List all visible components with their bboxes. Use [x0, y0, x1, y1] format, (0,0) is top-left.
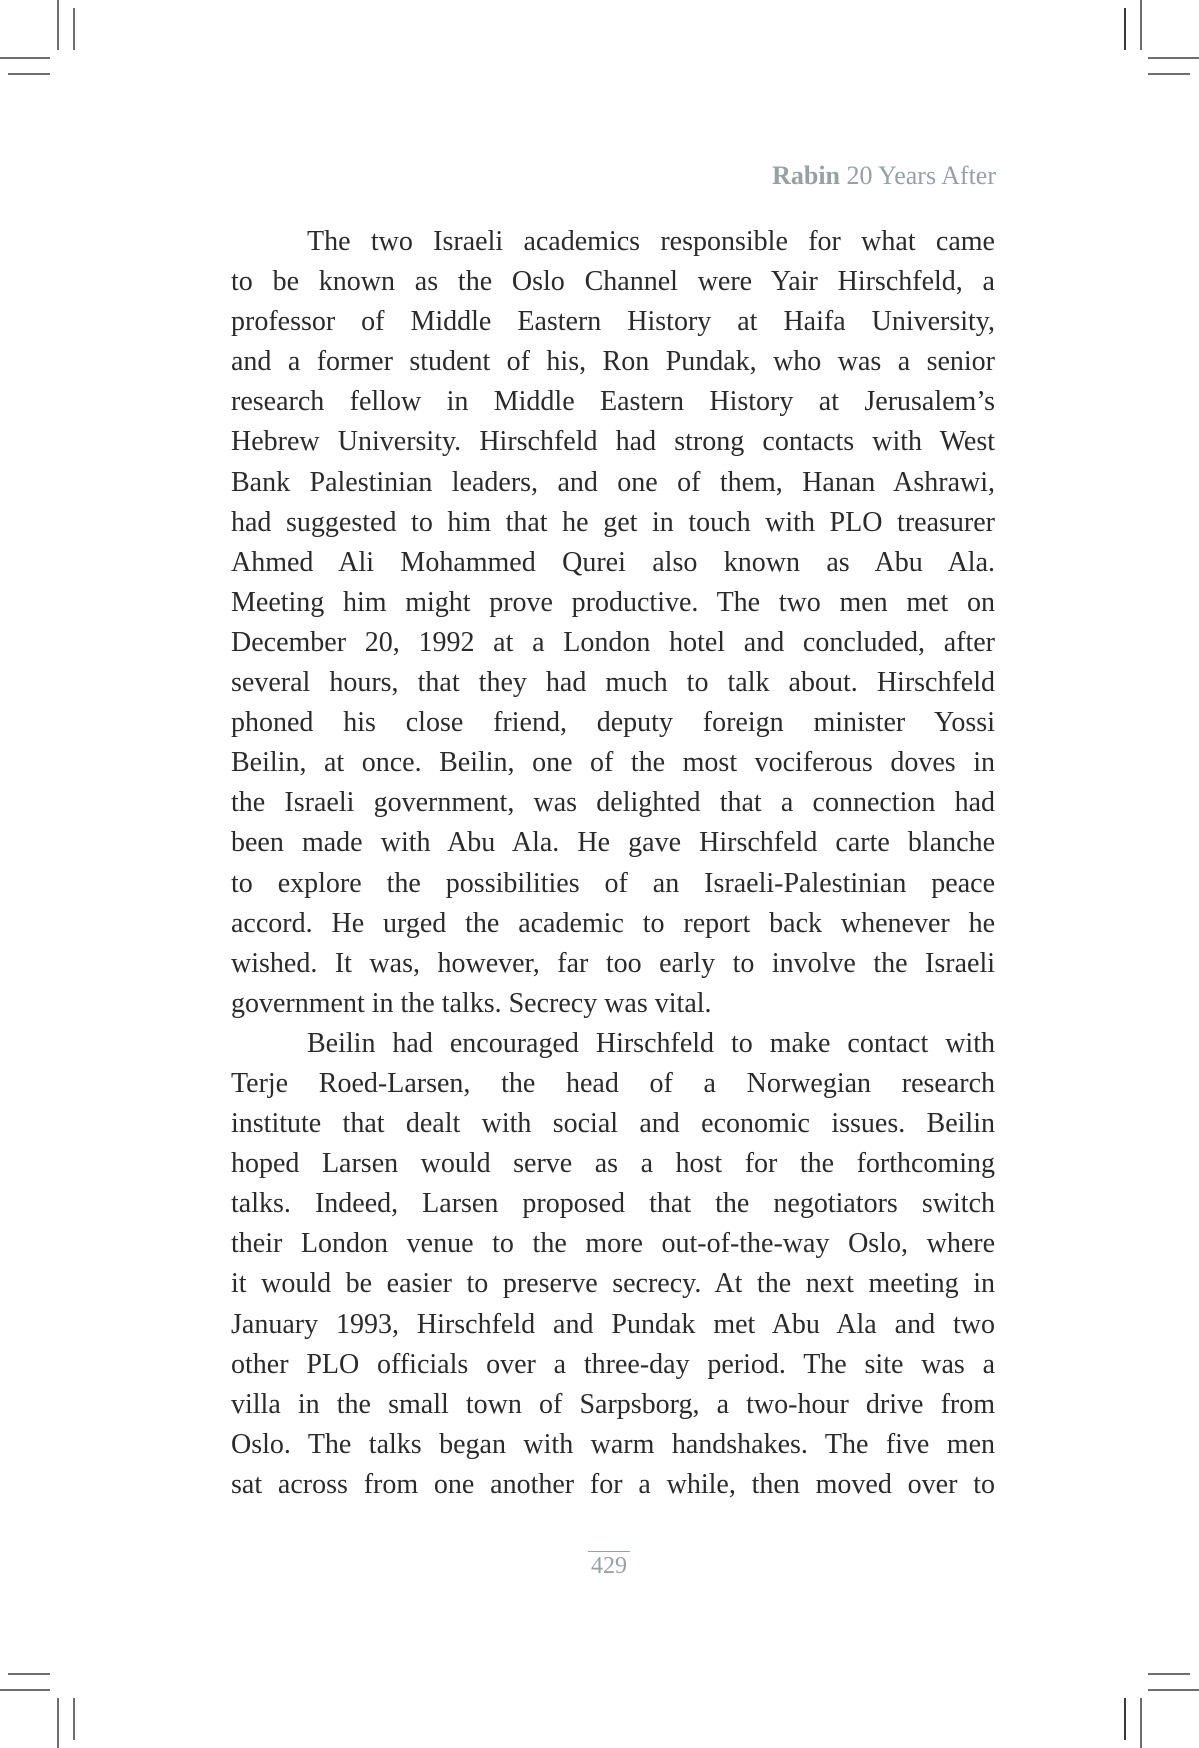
text-line: several hours, that they had much to talk about. Hirschfeld: [231, 667, 995, 699]
crop-mark-bottom-right-h1: [1148, 1673, 1190, 1675]
text-line: Meeting him might prove productive. The two men met on: [231, 586, 995, 618]
text-line: Hebrew University. Hirschfeld had strong contacts with West: [231, 426, 995, 458]
text-line: their London venue to the more out-of-the-way Oslo, where: [231, 1228, 995, 1260]
crop-mark-top-right-h2: [1148, 73, 1190, 75]
page-number: 429: [591, 1553, 627, 1579]
paragraph-first-line: The two Israeli academics responsible for what came: [307, 226, 995, 257]
text-line: research fellow in Middle Eastern History at Jerusalem’s: [231, 386, 995, 418]
text-line: Beilin, at once. Beilin, one of the most vociferous doves in: [231, 747, 995, 779]
crop-mark-bottom-left-h1: [8, 1673, 50, 1675]
crop-mark-top-left-v1: [57, 0, 59, 50]
text-line: and a former student of his, Ron Pundak, who was a senior: [231, 346, 995, 378]
text-line: been made with Abu Ala. He gave Hirschfeld carte blanche: [231, 827, 995, 859]
paragraph-first-line: Beilin had encouraged Hirschfeld to make contact with: [307, 1027, 995, 1059]
crop-mark-bottom-right-v2: [1140, 1698, 1142, 1748]
running-head: [772, 163, 996, 189]
running-head-book-name: Rabin: [772, 161, 840, 190]
text-line: institute that dealt with social and economic issues. Beilin: [231, 1108, 995, 1140]
text-line: it would be easier to preserve secrecy. At the next meeting in: [231, 1268, 995, 1300]
crop-mark-top-right-h1: [1148, 57, 1199, 59]
crop-mark-bottom-right-h2: [1148, 1689, 1199, 1691]
crop-mark-top-left-v2: [73, 8, 75, 50]
text-line: to be known as the Oslo Channel were Yair Hirschfeld, a: [231, 266, 995, 298]
text-line: Oslo. The talks began with warm handshakes. The five men: [231, 1428, 995, 1460]
crop-mark-top-right-v2: [1140, 0, 1142, 50]
text-line: professor of Middle Eastern History at Haifa University,: [231, 306, 995, 338]
text-line: other PLO officials over a three-day period. The site was a: [231, 1348, 995, 1380]
text-line: hoped Larsen would serve as a host for the forthcoming: [231, 1148, 995, 1180]
crop-mark-bottom-left-h2: [0, 1689, 50, 1691]
crop-mark-bottom-right-v1: [1124, 1698, 1126, 1740]
text-line: sat across from one another for a while, then moved over to: [231, 1468, 995, 1500]
text-line: December 20, 1992 at a London hotel and concluded, after: [231, 626, 995, 658]
text-line: to explore the possibilities of an Israeli-Palestinian peace: [231, 867, 995, 899]
text-line: the Israeli government, was delighted that a connection had: [231, 787, 995, 819]
text-line: talks. Indeed, Larsen proposed that the negotiators switch: [231, 1188, 995, 1220]
crop-mark-top-left-h1: [0, 57, 50, 59]
crop-mark-bottom-left-v1: [57, 1698, 59, 1748]
text-line: accord. He urged the academic to report back whenever he: [231, 907, 995, 939]
text-line: Bank Palestinian leaders, and one of them, Hanan Ashrawi,: [231, 466, 995, 498]
text-line: villa in the small town of Sarpsborg, a two-hour drive from: [231, 1388, 995, 1420]
text-line: January 1993, Hirschfeld and Pundak met Abu Ala and two: [231, 1308, 995, 1340]
text-line: phoned his close friend, deputy foreign minister Yossi: [231, 707, 995, 739]
text-line: had suggested to him that he get in touch with PLO treasurer: [231, 506, 995, 538]
text-line: Terje Roed-Larsen, the head of a Norwegian research: [231, 1067, 995, 1099]
running-head-subtitle: 20 Years After: [840, 161, 996, 190]
body-text: [231, 222, 995, 1505]
crop-mark-top-left-h2: [8, 73, 50, 75]
text-line: government in the talks. Secrecy was vital.: [231, 987, 712, 1019]
text-line: wished. It was, however, far too early to involve the Israeli: [231, 947, 995, 979]
folio-rule: [588, 1551, 630, 1552]
crop-mark-bottom-left-v2: [73, 1698, 75, 1740]
text-line: Ahmed Ali Mohammed Qurei also known as Abu Ala.: [231, 546, 995, 578]
crop-mark-top-right-v1: [1124, 8, 1126, 50]
